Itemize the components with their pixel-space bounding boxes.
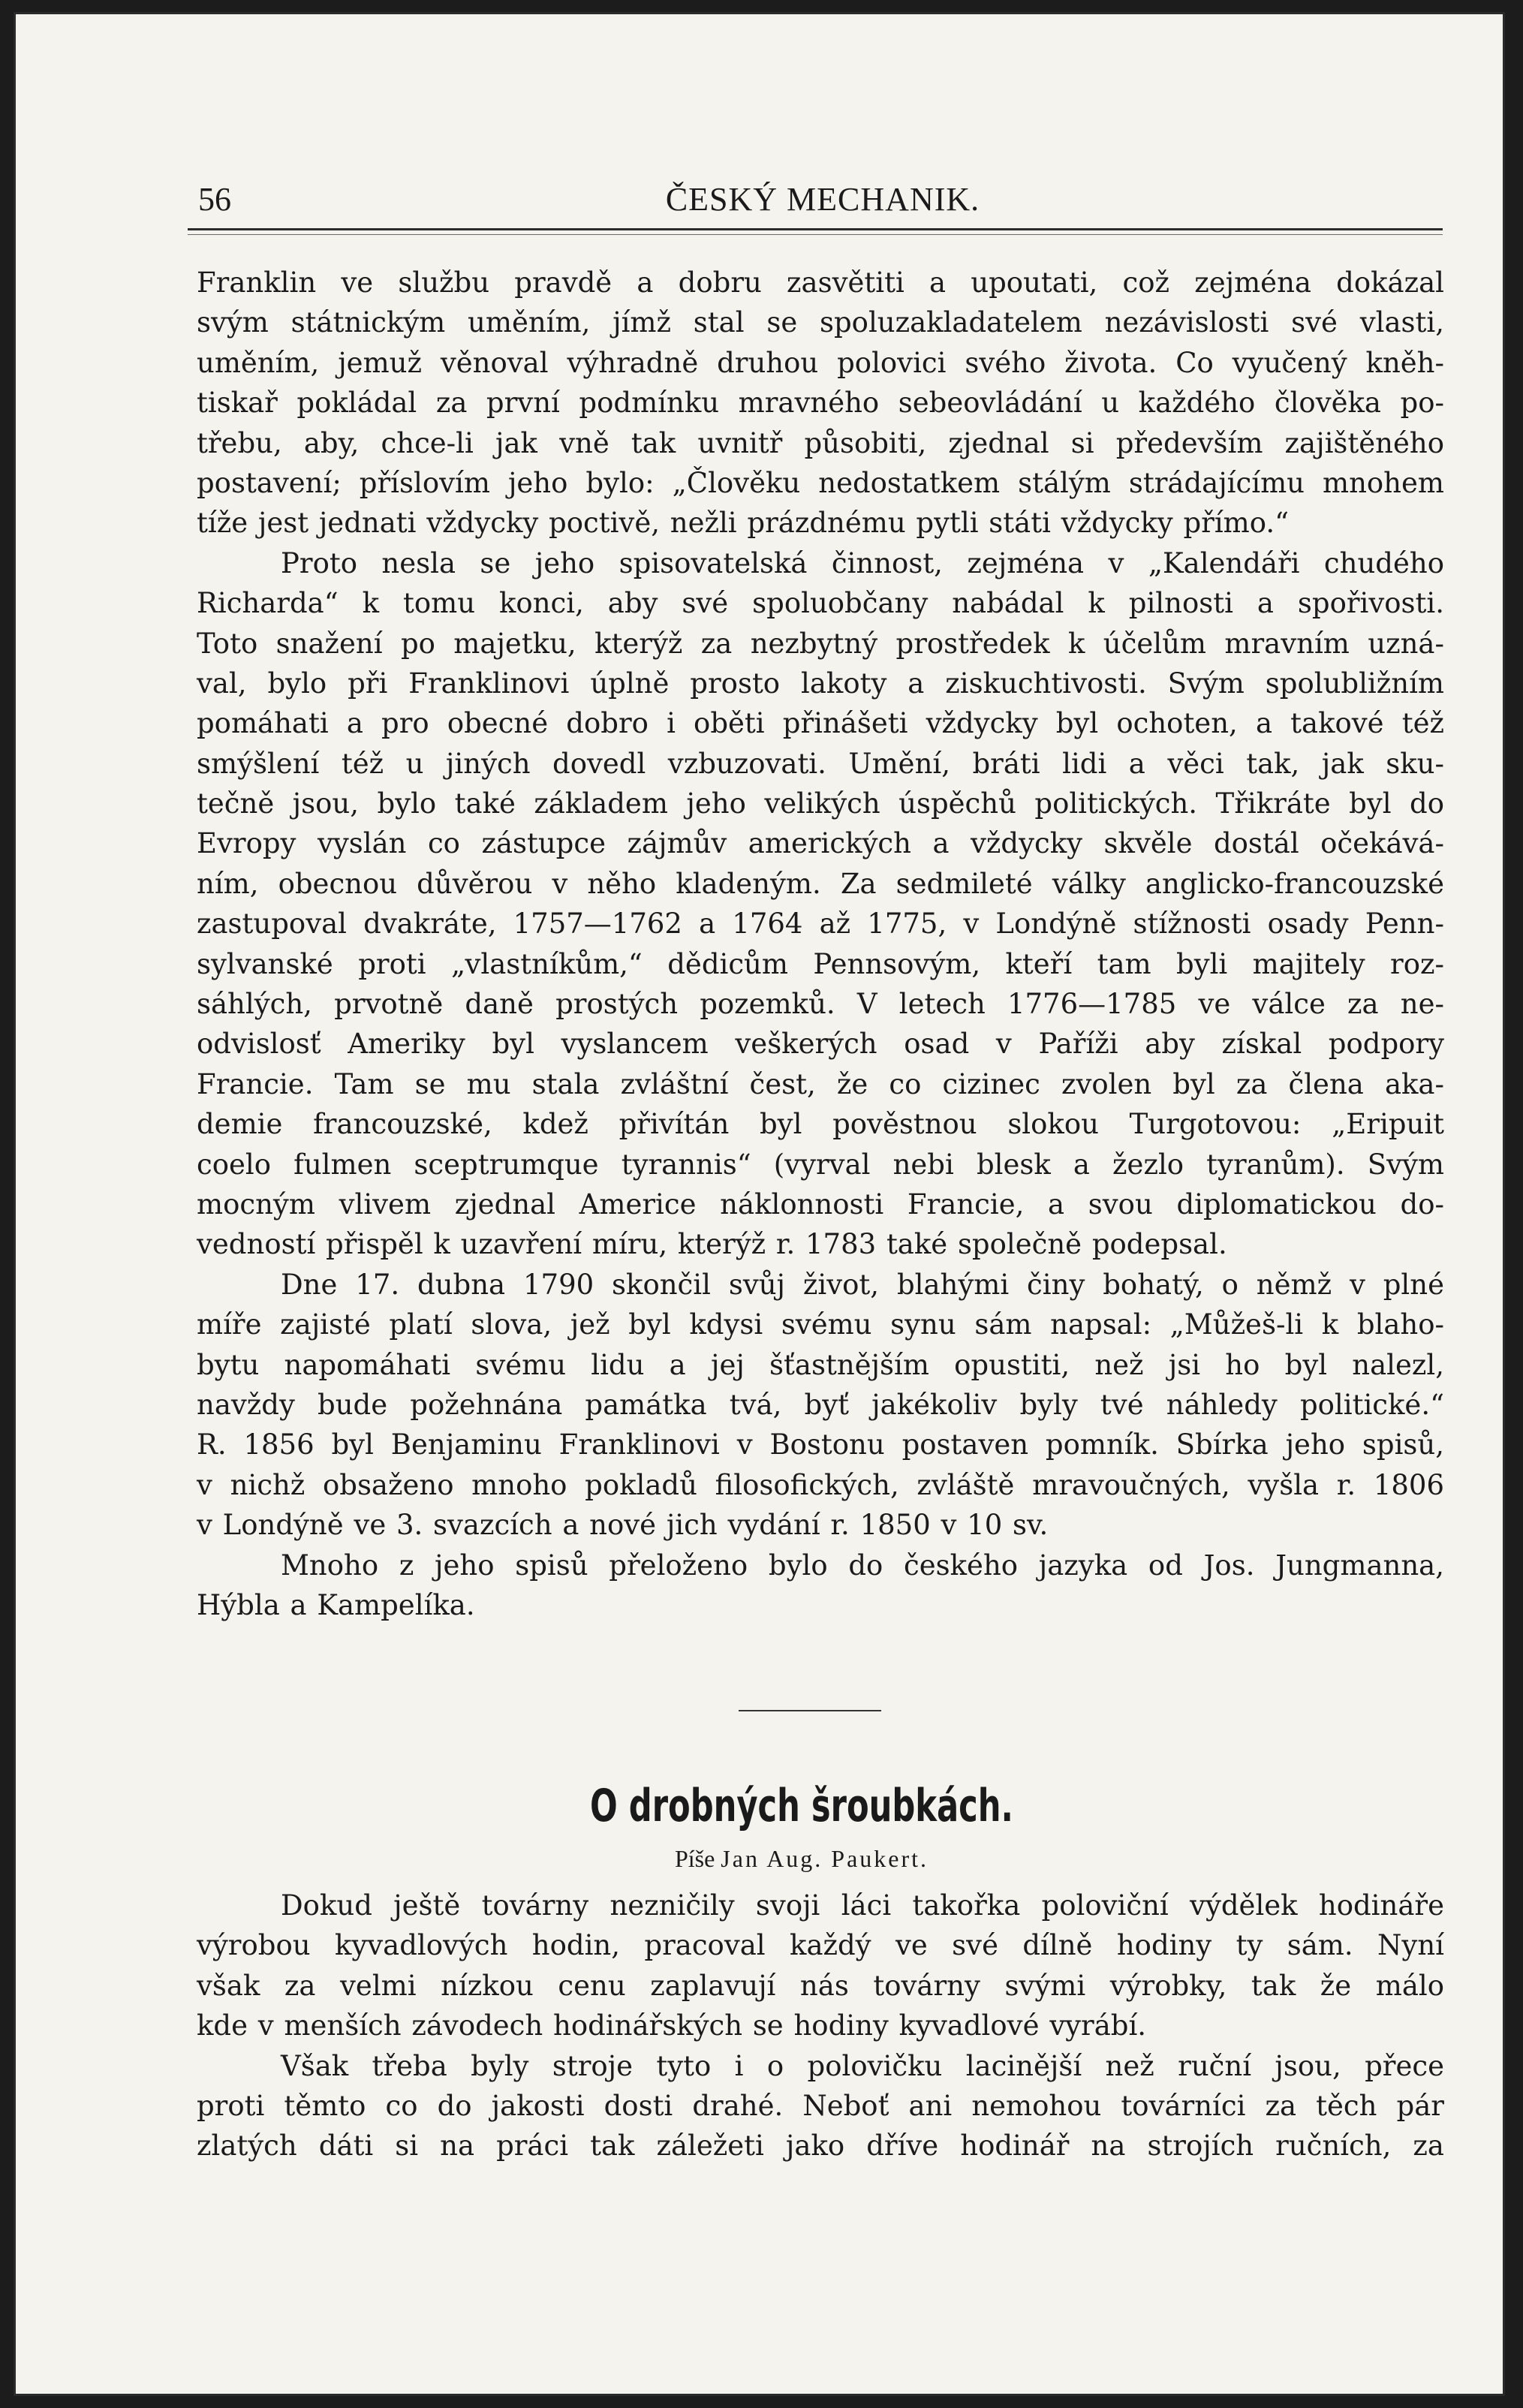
byline-prefix: Píše bbox=[674, 1845, 715, 1872]
paragraph bbox=[197, 1546, 1444, 1626]
section-separator bbox=[739, 1710, 881, 1711]
text-line: zlatých dáti si na práci tak záležeti jako dříve hodinář na strojích ručních, za bbox=[197, 2130, 1444, 2163]
text-line: proti těmto co do jakosti dosti drahé. Neboť ani nemohou továrníci za těch pár bbox=[197, 2089, 1444, 2122]
text-line: tíže jest jednati vždycky poctivě, nežli prázdnému pytli státi vždycky přímo.“ bbox=[197, 507, 1290, 540]
text-line: kde v menších závodech hodinářských se hodiny kyvadlové vyrábí. bbox=[197, 2009, 1147, 2042]
text-line: Toto snažení po majetku, kterýž za nezbytný prostředek k účelům mravním uzná- bbox=[197, 627, 1444, 660]
text-line: sylvanské proti „vlastníkům,“ dědicům Pennsovým, kteří tam byli majitely roz- bbox=[197, 947, 1444, 980]
text-line: R. 1856 byl Benjaminu Franklinovi v Bostonu postaven pomník. Sbírka jeho spisů, bbox=[197, 1428, 1444, 1461]
text-line: pomáhati a pro obecné dobro i oběti přinášeti vždycky byl ochoten, a takové též bbox=[197, 707, 1444, 740]
header-rule bbox=[188, 228, 1443, 230]
text-line: vedností přispěl k uzavření míru, kterýž r. 1783 také společně podepsal. bbox=[197, 1228, 1227, 1261]
text-line: míře zajisté platí slova, jež byl kdysi svému synu sám napsal: „Můžeš-li k blaho- bbox=[197, 1308, 1444, 1341]
paragraph bbox=[197, 543, 1444, 1265]
running-head bbox=[183, 177, 1462, 222]
text-line: postavení; příslovím jeho bylo: „Člověku nedostatkem stálým strádajícímu mnohem bbox=[197, 466, 1444, 499]
text-line: Dne 17. dubna 1790 skončil svůj život, blahými činy bohatý, o němž v plné bbox=[281, 1268, 1444, 1301]
byline-author: Jan Aug. Paukert. bbox=[721, 1845, 929, 1872]
header-rule-thin bbox=[188, 234, 1443, 235]
text-line: třebu, aby, chce-li jak vně tak uvnitř působiti, zjednal si především zajištěného bbox=[197, 426, 1444, 459]
text-line: sáhlých, prvotně daně prostých pozemků. V letech 1776—1785 ve válce za ne- bbox=[197, 988, 1444, 1021]
text-line: smýšlení též u jiných dovedl vzbuzovati. Umění, bráti lidi a věci tak, jak sku- bbox=[197, 747, 1444, 780]
text-line: v Londýně ve 3. svazcích a nové jich vydání r. 1850 v 10 sv. bbox=[197, 1509, 1049, 1542]
text-line: Dokud ještě továrny nezničily svoji láci takořka poloviční výdělek hodináře bbox=[281, 1889, 1444, 1922]
article-byline bbox=[464, 1842, 1139, 1875]
text-line: Však třeba byly stroje tyto i o polovičku lacinější než ruční jsou, přece bbox=[281, 2049, 1444, 2082]
text-line: odvislosť Ameriky byl vyslancem veškerých osad v Paříži aby získal podpory bbox=[197, 1028, 1444, 1061]
paragraph bbox=[197, 263, 1444, 543]
franklin-text bbox=[197, 263, 1444, 1625]
text-line: Mnoho z jeho spisů přeloženo bylo do českého jazyka od Jos. Jungmanna, bbox=[281, 1549, 1444, 1582]
paragraph bbox=[197, 2046, 1444, 2166]
text-line: výrobou kyvadlových hodin, pracoval každý ve své dílně hodiny ty sám. Nyní bbox=[197, 1929, 1444, 1962]
page-number: 56 bbox=[198, 181, 231, 218]
article-title: O drobných šroubkách. bbox=[590, 1780, 1013, 1832]
text-line: navždy bude požehnána památka tvá, byť jakékoliv byly tvé náhledy politické.“ bbox=[197, 1388, 1444, 1421]
text-line: bytu napomáhati svému lidu a jej šťastnějším opustiti, než jsi ho byl nalezl, bbox=[197, 1348, 1444, 1381]
text-line: val, bylo při Franklinovi úplně prosto lakoty a ziskuchtivosti. Svým spolubližním bbox=[197, 667, 1444, 700]
text-line: demie francouzské, kdež přivítán byl pověstnou slokou Turgotovou: „Eripuit bbox=[197, 1108, 1444, 1141]
text-line: coelo fulmen sceptrumque tyrannis“ (vyrval nebi blesk a žezlo tyranům). Svým bbox=[197, 1148, 1444, 1181]
text-line: Evropy vyslán co zástupce zájmův amerických a vždycky skvěle dostál očekává- bbox=[197, 827, 1444, 860]
text-line: Hýbla a Kampelíka. bbox=[197, 1588, 475, 1621]
text-line: však za velmi nízkou cenu zaplavují nás továrny svými výrobky, tak že málo bbox=[197, 1969, 1444, 2002]
text-line: svým státnickým uměním, jímž stal se spoluzakladatelem nezávislosti své vlasti, bbox=[197, 306, 1444, 339]
text-line: v nichž obsaženo mnoho pokladů filosofických, zvláště mravoučných, vyšla r. 1806 bbox=[197, 1468, 1444, 1501]
running-title: ČESKÝ MECHANIK. bbox=[665, 181, 980, 218]
text-line: uměním, jemuž věnoval výhradně druhou polovici svého života. Co vyučený kněh- bbox=[197, 346, 1444, 379]
article-text bbox=[197, 1886, 1444, 2166]
text-line: tiskař pokládal za první podmínku mravného sebeovládání u každého člověka po- bbox=[197, 387, 1444, 420]
text-line: zastupoval dvakráte, 1757—1762 a 1764 až 1775, v Londýně stížnosti osady Penn- bbox=[197, 908, 1444, 941]
text-line: ním, obecnou důvěrou v něho kladeným. Za sedmileté války anglicko-francouzské bbox=[197, 867, 1444, 900]
paragraph bbox=[197, 1265, 1444, 1546]
text-line: Richarda“ k tomu konci, aby své spoluobčany nabádal k pilnosti a spořivosti. bbox=[197, 587, 1444, 620]
document-page bbox=[14, 12, 1505, 2396]
paragraph bbox=[197, 1886, 1444, 2046]
text-line: mocným vlivem zjednal Americe náklonnosti Francie, a svou diplomatickou do- bbox=[197, 1187, 1444, 1221]
text-line: tečně jsou, bylo také základem jeho velikých úspěchů politických. Třikráte byl do bbox=[197, 787, 1444, 820]
text-line: Proto nesla se jeho spisovatelská činnost, zejména v „Kalendáři chudého bbox=[281, 546, 1444, 579]
text-line: Franklin ve službu pravdě a dobru zasvětiti a upoutati, což zejména dokázal bbox=[197, 266, 1444, 299]
text-line: Francie. Tam se mu stala zvláštní čest, že co cizinec zvolen byl za člena aka- bbox=[197, 1067, 1444, 1100]
